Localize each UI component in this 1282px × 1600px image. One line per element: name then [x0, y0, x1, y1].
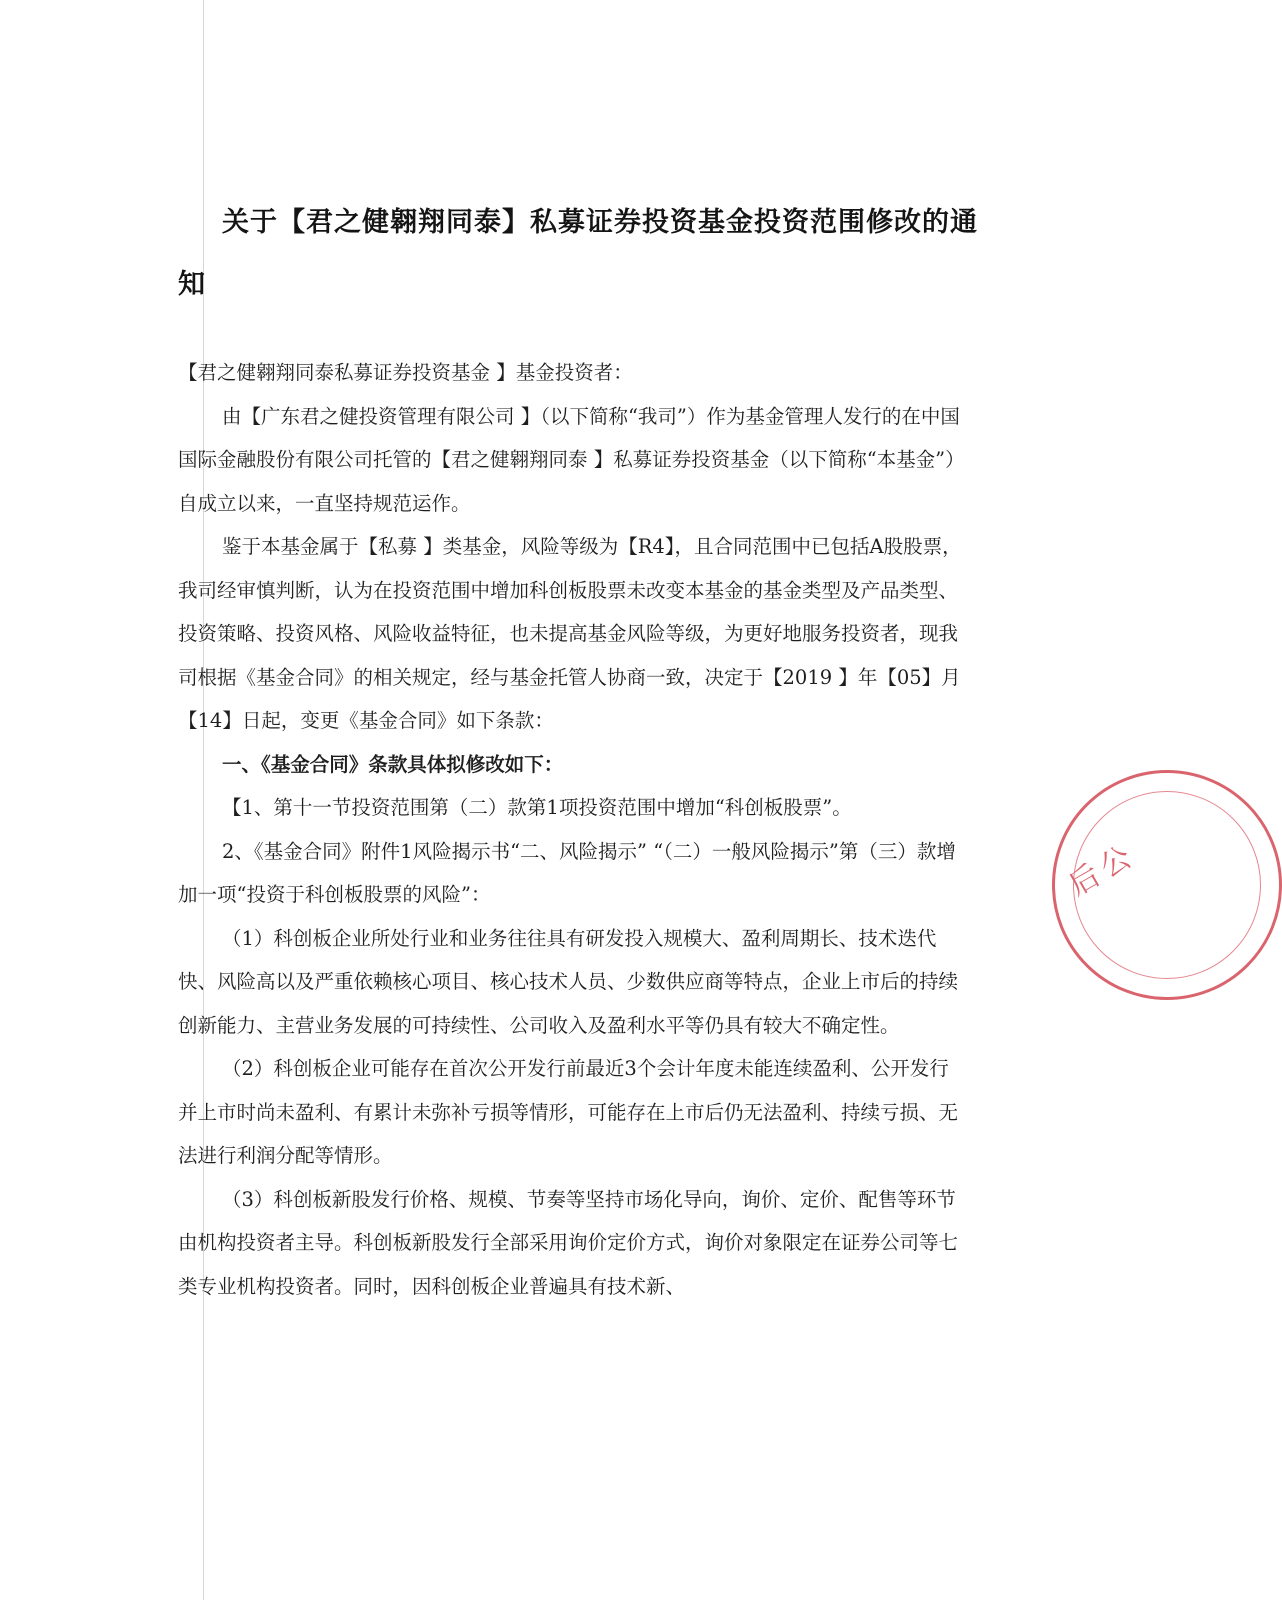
- document-title: 关于【君之健翱翔同泰】私募证券投资基金投资范围修改的通知: [178, 207, 978, 300]
- company-seal-stamp: [1052, 770, 1282, 1000]
- seal-text: 后公: [1062, 836, 1143, 904]
- risk-item-1: （1）科创板企业所处行业和业务往往具有研发投入规模大、盈利周期长、技术迭代快、风险高以及严重依赖核心项目、核心技术人员、少数供应商等特点，企业上市后的持续创新能力、主营业务发展的可持续性、公司收入及盈利水平等仍具有较大不确定性。: [178, 926, 959, 1037]
- risk-item-2: （2）科创板企业可能存在首次公开发行前最近3个会计年度未能连续盈利、公开发行并上市时尚未盈利、有累计未弥补亏损等情形，可能存在上市后仍无法盈利、持续亏损、无法进行利润分配等情形。: [178, 1057, 959, 1167]
- salutation: 【君之健翱翔同泰私募证券投资基金 】基金投资者：: [178, 361, 633, 384]
- clause-item-1: 【1、第十一节投资范围第（二）款第1项投资范围中增加“科创板股票”。: [222, 796, 852, 819]
- document-body: [178, 351, 968, 1308]
- section-heading: 一、《基金合同》条款具体拟修改如下：: [222, 752, 564, 776]
- paragraph-intro: 由【广东君之健投资管理有限公司 】（以下简称“我司”）作为基金管理人发行的在中国国际金融股份有限公司托管的【君之健翱翔同泰 】私募证券投资基金（以下简称“本基金”）自成立以来，一直坚持规范运作。: [178, 404, 965, 515]
- risk-item-3: （3）科创板新股发行价格、规模、节奏等坚持市场化导向，询价、定价、配售等环节由机构投资者主导。科创板新股发行全部采用询价定价方式，询价对象限定在证券公司等七类专业机构投资者。同时，因科创板企业普遍具有技术新、: [178, 1187, 959, 1298]
- paragraph-decision: 鉴于本基金属于【私募 】类基金，风险等级为【R4】，且合同范围中已包括A股股票，我司经审慎判断，认为在投资范围中增加科创板股票未改变本基金的基金类型及产品类型、投资策略、投资风格、风险收益特征，也未提高基金风险等级，为更好地服务投资者，现我司根据《基金合同》的相关规定，经与基金托管人协商一致，决定于【2019 】年【05】月【14】日起，变更《基金合同》如下条款：: [178, 535, 962, 732]
- clause-item-2: 2、《基金合同》附件1风险揭示书“二、风险揭示” “（二）一般风险揭示”第（三）款增加一项“投资于科创板股票的风险”：: [178, 839, 956, 906]
